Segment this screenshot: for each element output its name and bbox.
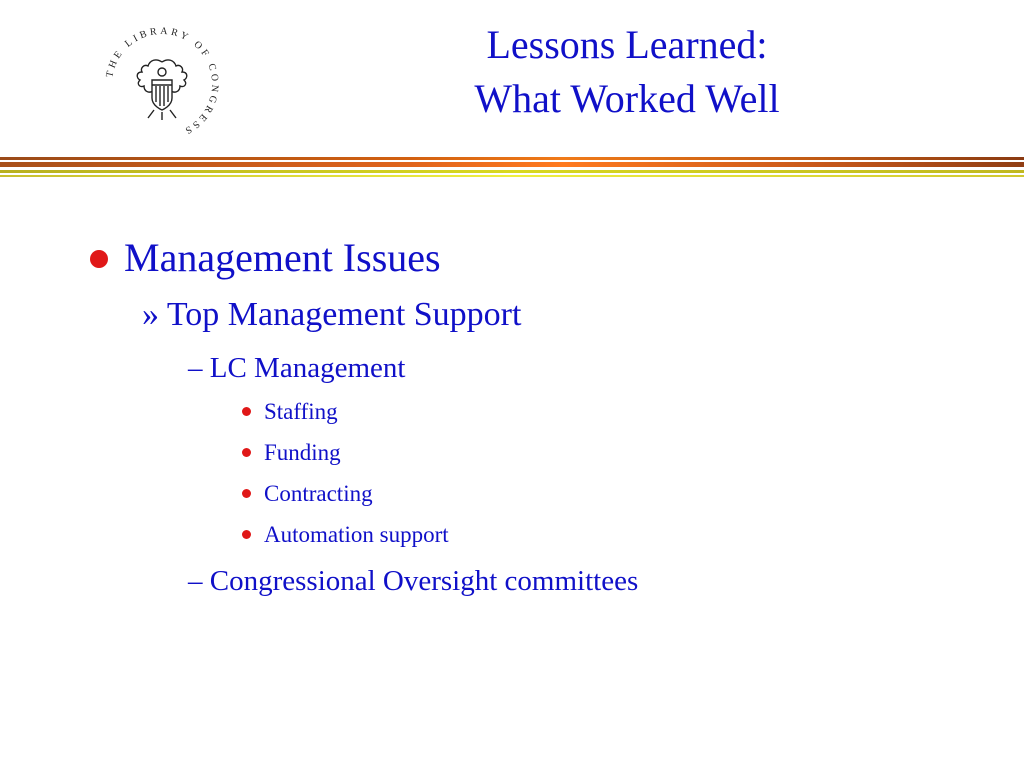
outline-level3-item — [188, 352, 405, 385]
divider-rule — [0, 175, 1024, 177]
divider-rule — [0, 162, 1024, 167]
outline-text: Funding — [264, 440, 341, 465]
library-of-congress-seal-icon — [100, 22, 224, 146]
raquo-marker: » — [142, 296, 159, 333]
bullet-dot-icon — [242, 530, 251, 539]
dash-marker: – — [188, 352, 203, 384]
bullet-dot-icon — [242, 489, 251, 498]
outline-level1-item — [90, 234, 441, 281]
outline-level3-item — [188, 565, 638, 598]
divider-rule — [0, 157, 1024, 160]
outline-text: Contracting — [264, 481, 373, 506]
outline-text: LC Management — [209, 352, 406, 384]
svg-text:THE LIBRARY OF CONGRESS: THE LIBRARY OF CONGRESS — [104, 25, 221, 138]
outline-text: Congressional Oversight committees — [209, 565, 639, 597]
outline-text: Automation support — [264, 522, 449, 547]
outline-level2-item — [142, 296, 521, 334]
outline-level4-item — [242, 522, 449, 548]
outline-level4-item — [242, 440, 341, 466]
title-line-2: What Worked Well — [474, 76, 780, 121]
divider-rule — [0, 170, 1024, 173]
bullet-dot-icon — [242, 407, 251, 416]
slide-title — [360, 18, 894, 126]
bullet-dot-icon — [242, 448, 251, 457]
bullet-dot-icon — [90, 250, 108, 268]
outline-level4-item — [242, 399, 338, 425]
title-line-1: Lessons Learned: — [486, 22, 768, 67]
outline-level4-item — [242, 481, 373, 507]
outline-text: Management Issues — [124, 235, 441, 280]
outline-text: Staffing — [264, 399, 338, 424]
dash-marker: – — [188, 565, 203, 597]
outline-text: Top Management Support — [166, 296, 522, 333]
